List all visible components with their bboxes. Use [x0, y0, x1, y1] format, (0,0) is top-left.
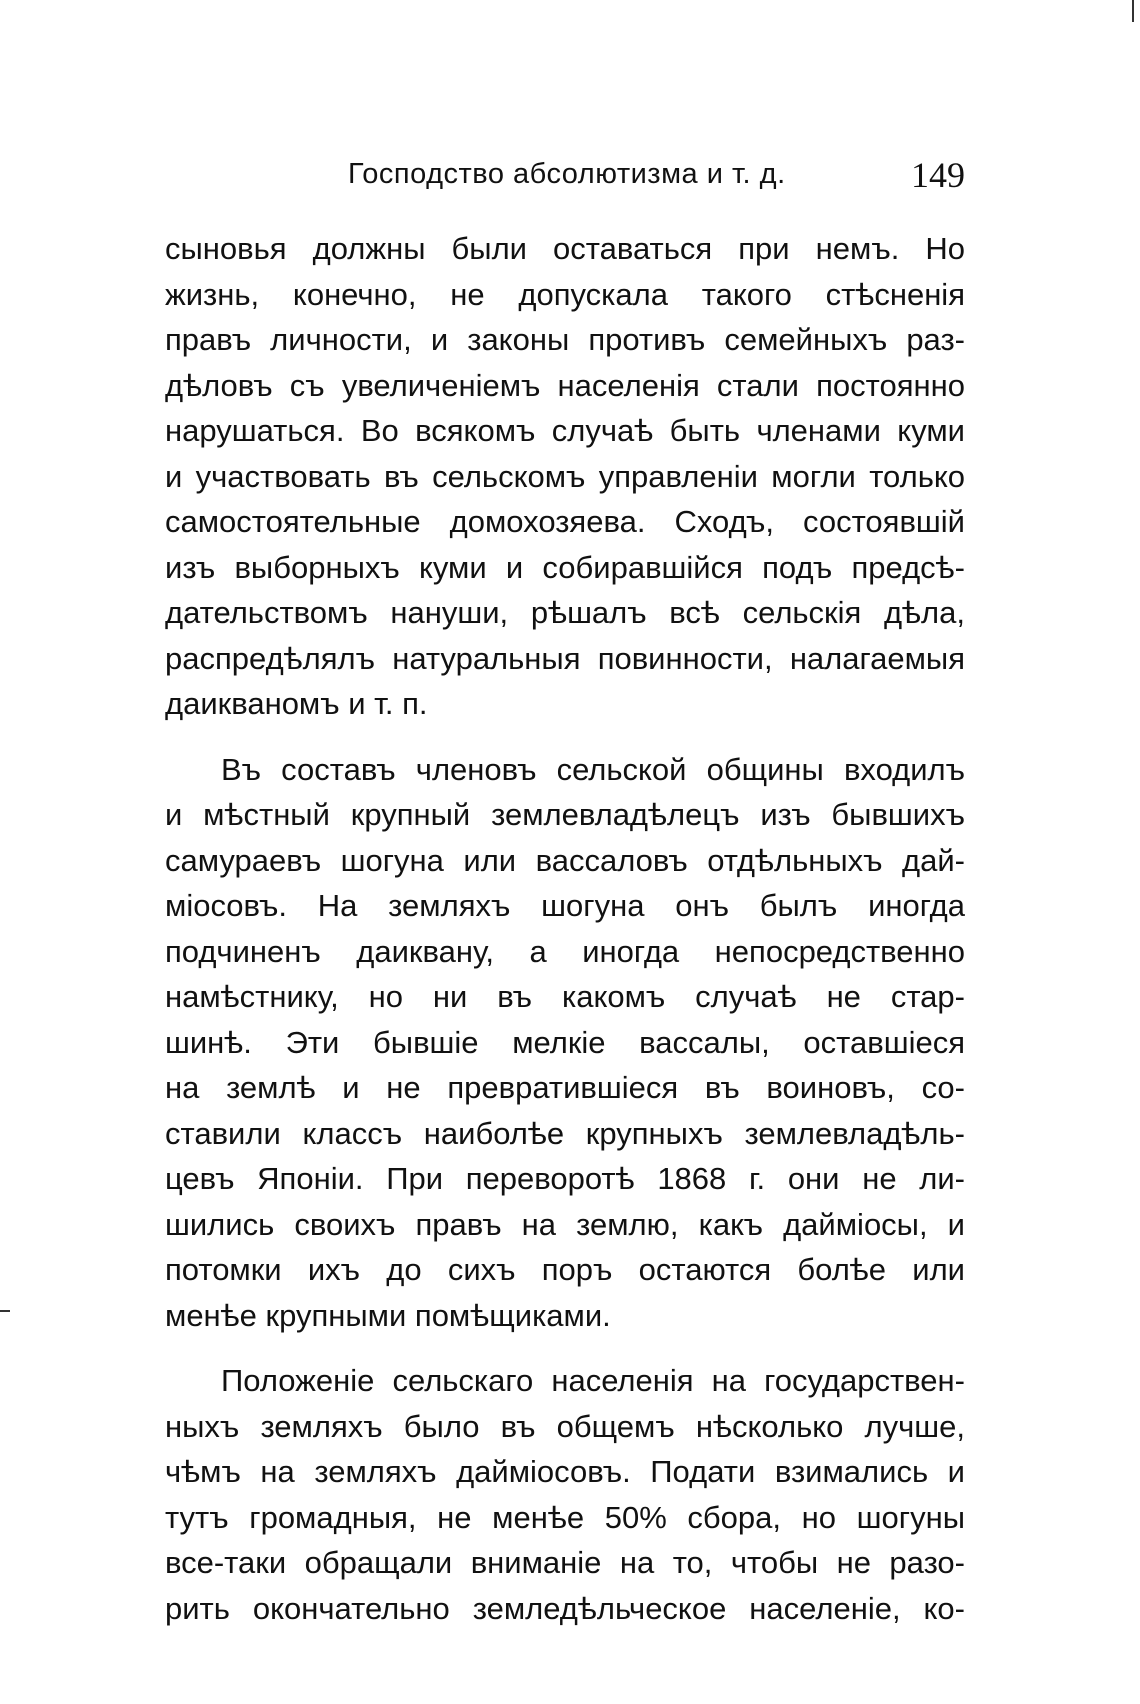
text-line: сыновья должны были оставаться при немъ. Но	[165, 231, 965, 266]
text-line: потомки ихъ до сихъ поръ остаются болѣе или	[165, 1252, 965, 1287]
text-line: самостоятельные домохозяева. Сходъ, состоявшій	[165, 504, 965, 539]
text-line: ставили классъ наиболѣе крупныхъ землевладѣль-	[165, 1115, 965, 1151]
body-text	[165, 226, 965, 1631]
paragraph-gap	[165, 1338, 965, 1358]
text-line: шились своихъ правъ на землю, какъ даймiосы, и	[165, 1206, 965, 1242]
text-line: изъ выборныхъ куми и собиравшійся подъ предсѣ-	[165, 549, 965, 585]
text-line: Положеніе сельскаго населенія на государствен-	[221, 1363, 965, 1398]
text-line: и мѣстный крупный землевладѣлецъ изъ бывшихъ	[165, 797, 965, 832]
text-line: тутъ громадныя, не менѣе 50% сбора, но шогуны	[165, 1499, 965, 1535]
scan-edge-mark	[0, 1310, 10, 1312]
text-line: подчиненъ даиквану, а иногда непосредственно	[165, 933, 965, 969]
page-number: 149	[911, 155, 965, 195]
text-line: дательствомъ нануши, рѣшалъ всѣ сельскія дѣла,	[165, 595, 965, 630]
running-head: Господство абсолютизма и т. д.	[348, 158, 786, 190]
text-line: правъ личности, и законы противъ семейныхъ раз-	[165, 322, 965, 357]
text-line: шинѣ. Эти бывшіе мелкіе вассалы, оставшіеся	[165, 1024, 965, 1060]
text-line: нарушаться. Во всякомъ случаѣ быть членами куми	[165, 413, 965, 448]
text-line: самураевъ шогуна или вассаловъ отдѣльныхъ дай-	[165, 842, 965, 878]
scan-edge-mark	[1132, 0, 1134, 22]
text-line: даикваномъ и т. п.	[165, 686, 428, 721]
text-line: и участвовать въ сельскомъ управленіи могли только	[165, 458, 965, 494]
text-line: цевъ Японіи. При переворотѣ 1868 г. они не ли-	[165, 1161, 965, 1196]
text-line: чѣмъ на земляхъ даймiосовъ. Подати взимались и	[165, 1454, 965, 1489]
text-line: міосовъ. На земляхъ шогуна онъ былъ иногда	[165, 888, 965, 923]
text-line: распредѣлялъ натуральныя повинности, налагаемыя	[165, 640, 965, 676]
text-line: Въ составъ членовъ сельской общины входилъ	[221, 751, 965, 787]
text-line: намѣстнику, но ни въ какомъ случаѣ не стар-	[165, 979, 965, 1014]
text-line: все-таки обращали вниманіе на то, чтобы не разо-	[165, 1545, 965, 1580]
text-line: ныхъ земляхъ было въ общемъ нѣсколько лучше,	[165, 1408, 965, 1444]
paragraph-gap	[165, 727, 965, 747]
page-header	[165, 150, 965, 200]
paragraph-2	[165, 747, 965, 1339]
text-line: дѣловъ съ увеличеніемъ населенія стали постоянно	[165, 367, 965, 403]
paragraph-1	[165, 226, 965, 727]
text-line: жизнь, конечно, не допускала такого стѣсненія	[165, 276, 965, 312]
text-line: на землѣ и не превратившіеся въ воиновъ, со-	[165, 1070, 965, 1105]
paragraph-3	[165, 1358, 965, 1631]
text-line: рить окончательно земледѣльческое населеніе, ко-	[165, 1590, 965, 1626]
text-line: менѣе крупными помѣщиками.	[165, 1297, 611, 1333]
